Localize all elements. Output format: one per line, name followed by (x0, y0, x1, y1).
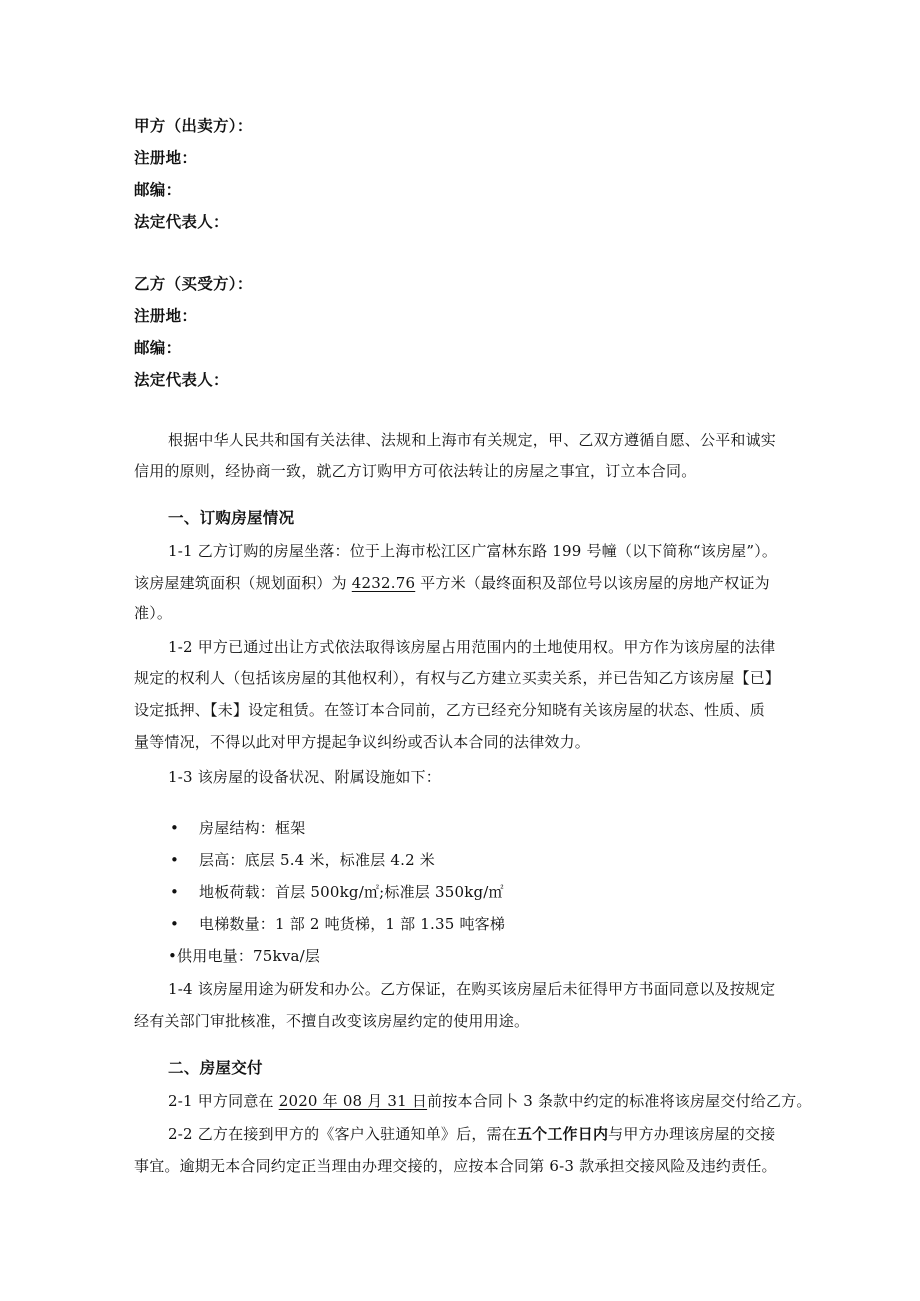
party-a-heading: 甲方（出卖方）： (134, 117, 253, 135)
clause-2-2-text-a: 2-2 乙方在接到甲方的《客户入驻通知单》后，需在 (168, 1125, 517, 1143)
clause-1-1-line-1: 1-1 乙方订购的房屋坐落：位于上海市松江区广富林东路 199 号幢（以下简称“该房屋”）。 (168, 542, 778, 560)
equipment-item-power: •供用电量：75kva/层 (168, 947, 321, 965)
clause-1-2-line-1: 1-2 甲方已通过出让方式依法取得该房屋占用范围内的土地使用权。甲方作为该房屋的法律 (168, 638, 776, 656)
equipment-item-elevators: 电梯数量：1 部 2 吨货梯，1 部 1.35 吨客梯 (199, 915, 506, 933)
section-1-title: 一、订购房屋情况 (168, 509, 295, 527)
bullet-icon: • (170, 819, 179, 837)
clause-1-2-line-3: 设定抵押、【未】设定租赁。在签订本合同前，乙方已经充分知晓有关该房屋的状态、性质、质 (134, 701, 765, 719)
party-b-heading: 乙方（买受方）： (134, 275, 253, 293)
deadline-emphasis: 五个工作日内 (516, 1125, 609, 1143)
intro-line-2: 信用的原则，经协商一致，就乙方订购甲方可依法转让的房屋之事宜，订立本合同。 (134, 462, 697, 480)
clause-2-2-text-b: 与甲方办理该房屋的交接 (608, 1125, 776, 1143)
clause-2-1-text-b: 前按本合同卜 3 条款中约定的标准将该房屋交付给乙方。 (427, 1092, 812, 1110)
delivery-date: 2020 年 08 月 31 日 (278, 1092, 428, 1110)
intro-line-1: 根据中华人民共和国有关法律、法规和上海市有关规定，甲、乙双方遵循自愿、公平和诚实 (168, 431, 777, 449)
bullet-icon: • (170, 915, 179, 933)
clause-1-1-text-a: 该房屋建筑面积（规划面积）为 (134, 574, 352, 592)
equipment-item-structure: 房屋结构：框架 (199, 819, 306, 837)
party-a-registered: 注册地： (134, 149, 198, 167)
clause-1-2-line-2: 规定的权利人（包括该房屋的其他权利），有权与乙方建立买卖关系，并已告知乙方该房屋【已】 (134, 669, 781, 687)
bullet-icon: • (170, 851, 179, 869)
party-b-rep: 法定代表人： (134, 371, 229, 389)
clause-2-2-line-2: 事宜。逾期无本合同约定正当理由办理交接的，应按本合同第 6-3 款承担交接风险及违约责任。 (134, 1157, 777, 1175)
clause-1-3: 1-3 该房屋的设备状况、附属设施如下： (168, 768, 441, 786)
section-2-title: 二、房屋交付 (168, 1059, 263, 1077)
clause-2-1-text-a: 2-1 甲方同意在 (168, 1092, 279, 1110)
clause-1-1-text-b: 平方米（最终面积及部位号以该房屋的房地产权证为 (415, 574, 770, 592)
clause-1-1-line-2 (134, 572, 770, 594)
clause-1-2-line-4: 量等情况，不得以此对甲方提起争议纠纷或否认本合同的法律效力。 (134, 733, 591, 751)
equipment-item-load: 地板荷载：首层 500kg/㎡;标准层 350kg/㎡ (199, 883, 504, 901)
party-b-postcode: 邮编： (134, 339, 182, 357)
equipment-item-height: 层高：底层 5.4 米，标准层 4.2 米 (199, 851, 435, 869)
clause-1-1-line-3: 准）。 (134, 604, 173, 622)
clause-2-2-line-1 (168, 1123, 775, 1145)
clause-1-4-line-2: 经有关部门审批核准，不擅自改变该房屋约定的使用用途。 (134, 1012, 530, 1030)
party-a-rep: 法定代表人： (134, 213, 229, 231)
party-a-postcode: 邮编： (134, 181, 182, 199)
floor-area-value: 4232.76 (351, 574, 416, 592)
clause-1-4-line-1: 1-4 该房屋用途为研发和办公。乙方保证，在购买该房屋后未征得甲方书面同意以及按规定 (168, 980, 776, 998)
bullet-icon: • (170, 883, 179, 901)
clause-2-1 (168, 1090, 812, 1112)
party-b-registered: 注册地： (134, 307, 198, 325)
